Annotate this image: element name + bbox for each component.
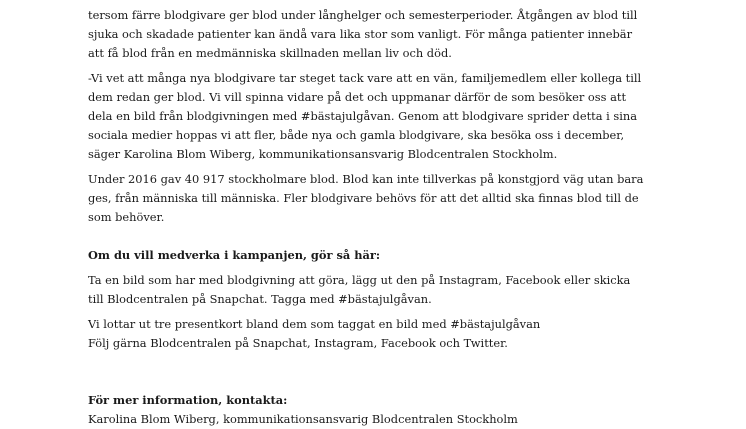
text-line: som behöver.	[88, 210, 165, 224]
text-line: dem redan ger blod. Vi vill spinna vidare på det och uppmanar därför de som besöker oss att	[88, 90, 627, 104]
contact-heading	[88, 391, 648, 410]
document-body	[88, 6, 648, 429]
paragraph-giveaway	[88, 315, 648, 353]
paragraph-quote	[88, 69, 648, 164]
paragraph-statistics	[88, 170, 648, 227]
text-line: säger Karolina Blom Wiberg, kommunikationsansvarig Blodcentralen Stockholm.	[88, 147, 558, 161]
text-line: tersom färre blodgivare ger blod under långhelger och semesterperioder. Åtgången av blod till	[88, 8, 638, 22]
heading-text: Om du vill medverka i kampanjen, gör så här:	[88, 248, 381, 262]
text-line: att få blod från en medmänniska skillnaden mellan liv och död.	[88, 46, 452, 60]
heading-text: För mer information, kontakta:	[88, 393, 288, 407]
text-line: ges, från människa till människa. Fler blodgivare behövs för att det alltid ska finnas blod till de	[88, 191, 639, 205]
text-line: Ta en bild som har med blodgivning att göra, lägg ut den på Instagram, Facebook eller skicka	[88, 273, 631, 287]
text-line: Under 2016 gav 40 917 stockholmare blod. Blod kan inte tillverkas på konstgjord väg utan bara	[88, 172, 644, 186]
text-line: Följ gärna Blodcentralen på Snapchat, Instagram, Facebook och Twitter.	[88, 336, 508, 350]
text-line: till Blodcentralen på Snapchat. Tagga med #bästajulgåvan.	[88, 292, 432, 306]
paragraph-intro	[88, 6, 648, 63]
text-line: -Vi vet att många nya blodgivare tar steget tack vare att en vän, familjemedlem eller kollega till	[88, 71, 642, 85]
campaign-heading	[88, 246, 648, 265]
text-line: dela en bild från blodgivningen med #bästajulgåvan. Genom att blodgivare sprider detta i sina	[88, 109, 638, 123]
contact-line: Karolina Blom Wiberg, kommunikationsansvarig Blodcentralen Stockholm	[88, 412, 518, 426]
paragraph-instructions	[88, 271, 648, 309]
contact-details	[88, 410, 648, 429]
text-line: Vi lottar ut tre presentkort bland dem som taggat en bild med #bästajulgåvan	[88, 317, 541, 331]
text-line: sjuka och skadade patienter kan ändå vara lika stor som vanligt. För många patienter innebär	[88, 27, 633, 41]
text-line: sociala medier hoppas vi att fler, både nya och gamla blodgivare, ska besöka oss i december,	[88, 128, 625, 142]
